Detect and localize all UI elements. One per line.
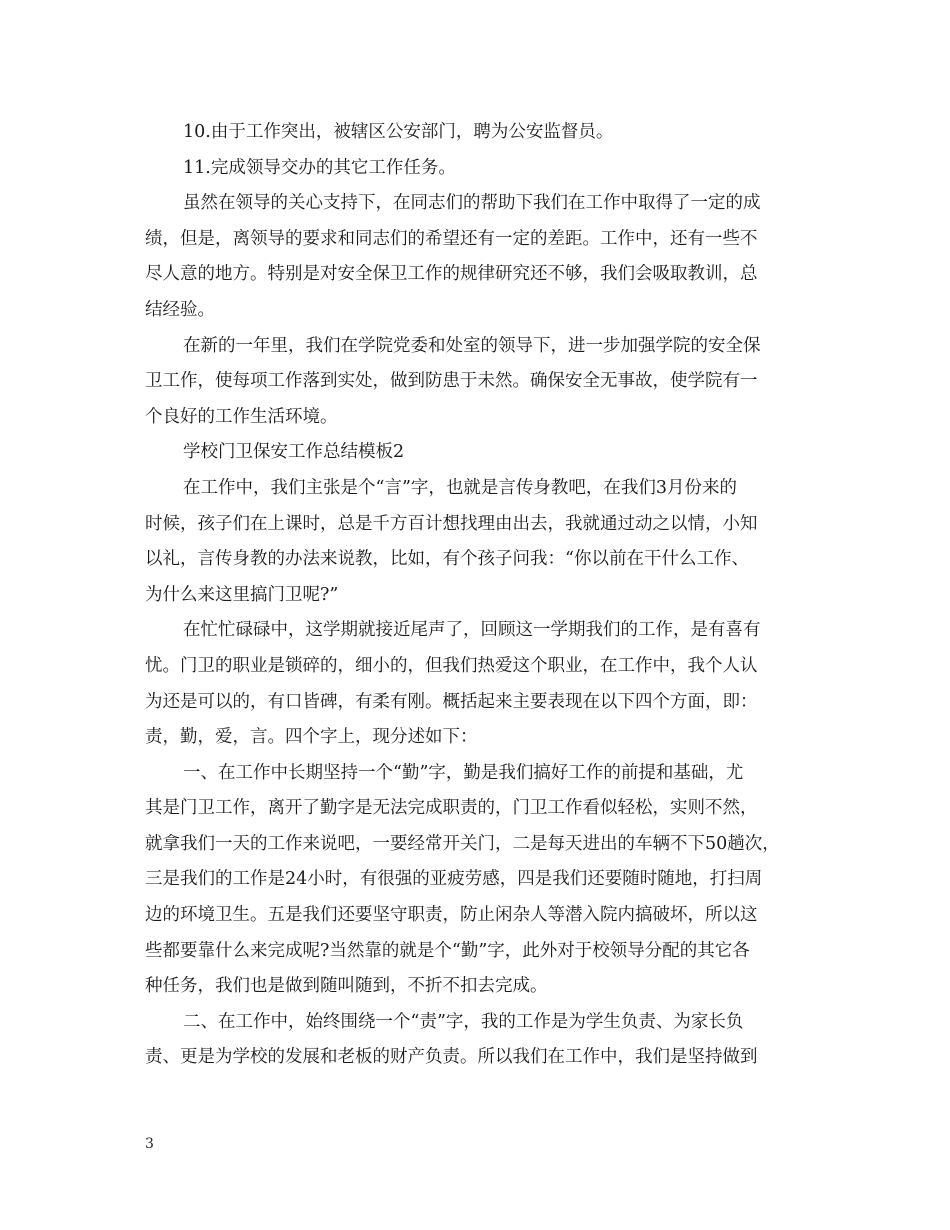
text-line: 时候，孩子们在上课时，总是千方百计想找理由出去，我就通过动之以情，小知 — [145, 513, 758, 534]
text-line: 在新的一年里，我们在学院党委和处室的领导下，进一步加强学院的安全保 — [183, 335, 761, 356]
text-line: 责、更是为学校的发展和老板的财产负责。所以我们在工作中，我们是坚持做到 — [145, 1047, 758, 1068]
text-line: 10.由于工作突出，被辖区公安部门，聘为公安监督员。 — [183, 122, 614, 142]
text-line: 尽人意的地方。特别是对安全保卫工作的规律研究还不够，我们会吸取教训，总 — [145, 264, 758, 285]
text-line: 在工作中，我们主张是个“言”字，也就是言传身教吧，在我们3月份来的 — [183, 477, 738, 498]
text-line: 虽然在领导的关心支持下，在同志们的帮助下我们在工作中取得了一定的成 — [183, 193, 761, 214]
document-body — [145, 115, 807, 1076]
text-line: 一、在工作中长期坚持一个“勤”字，勤是我们搞好工作的前提和基础，尤 — [183, 762, 744, 783]
text-line: 忧。门卫的职业是锁碎的，细小的，但我们热爱这个职业，在工作中，我个人认 — [145, 655, 758, 676]
text-line: 种任务，我们也是做到随叫随到，不折不扣去完成。 — [145, 976, 548, 997]
text-line: 卫工作，使每项工作落到实处，做到防患于未然。确保安全无事故，使学院有一 — [145, 371, 758, 392]
text-line: 责，勤，爱，言。四个字上，现分述如下： — [145, 727, 478, 748]
text-line: 为什么来这里搞门卫呢?” — [145, 584, 339, 605]
page-number: 3 — [145, 1136, 154, 1152]
text-line: 在忙忙碌碌中，这学期就接近尾声了，回顾这一学期我们的工作，是有喜有 — [183, 620, 761, 641]
text-line: 绩，但是，离领导的要求和同志们的希望还有一定的差距。工作中，还有一些不 — [145, 228, 758, 249]
text-line: 结经验。 — [145, 299, 215, 320]
text-line: 三是我们的工作是24小时，有很强的亚疲劳感，四是我们还要随时随地，打扫周 — [145, 869, 763, 890]
text-line: 其是门卫工作，离开了勤字是无法完成职责的，门卫工作看似轻松，实则不然， — [145, 798, 758, 819]
text-line: 以礼，言传身教的办法来说教，比如，有个孩子问我：“你以前在干什么工作、 — [145, 549, 749, 570]
text-line: 学校门卫保安工作总结模板2 — [183, 442, 405, 463]
text-line: 11.完成领导交办的其它工作任务。 — [183, 157, 456, 178]
text-line: 边的环境卫生。五是我们还要坚守职责，防止闲杂人等潜入院内搞破坏，所以这 — [145, 905, 758, 926]
text-line: 个良好的工作生活环境。 — [145, 406, 338, 427]
text-line: 二、在工作中，始终围绕一个“责”字，我的工作是为学生负责、为家长负 — [183, 1011, 744, 1032]
text-line: 些都要靠什么来完成呢?当然靠的就是个“勤”字，此外对于校领导分配的其它各 — [145, 940, 750, 961]
text-line: 为还是可以的，有口皆碑，有柔有刚。概括起来主要表现在以下四个方面，即： — [145, 691, 758, 712]
text-line: 就拿我们一天的工作来说吧，一要经常开关门，二是每天进出的车辆不下50趟次， — [145, 833, 780, 854]
